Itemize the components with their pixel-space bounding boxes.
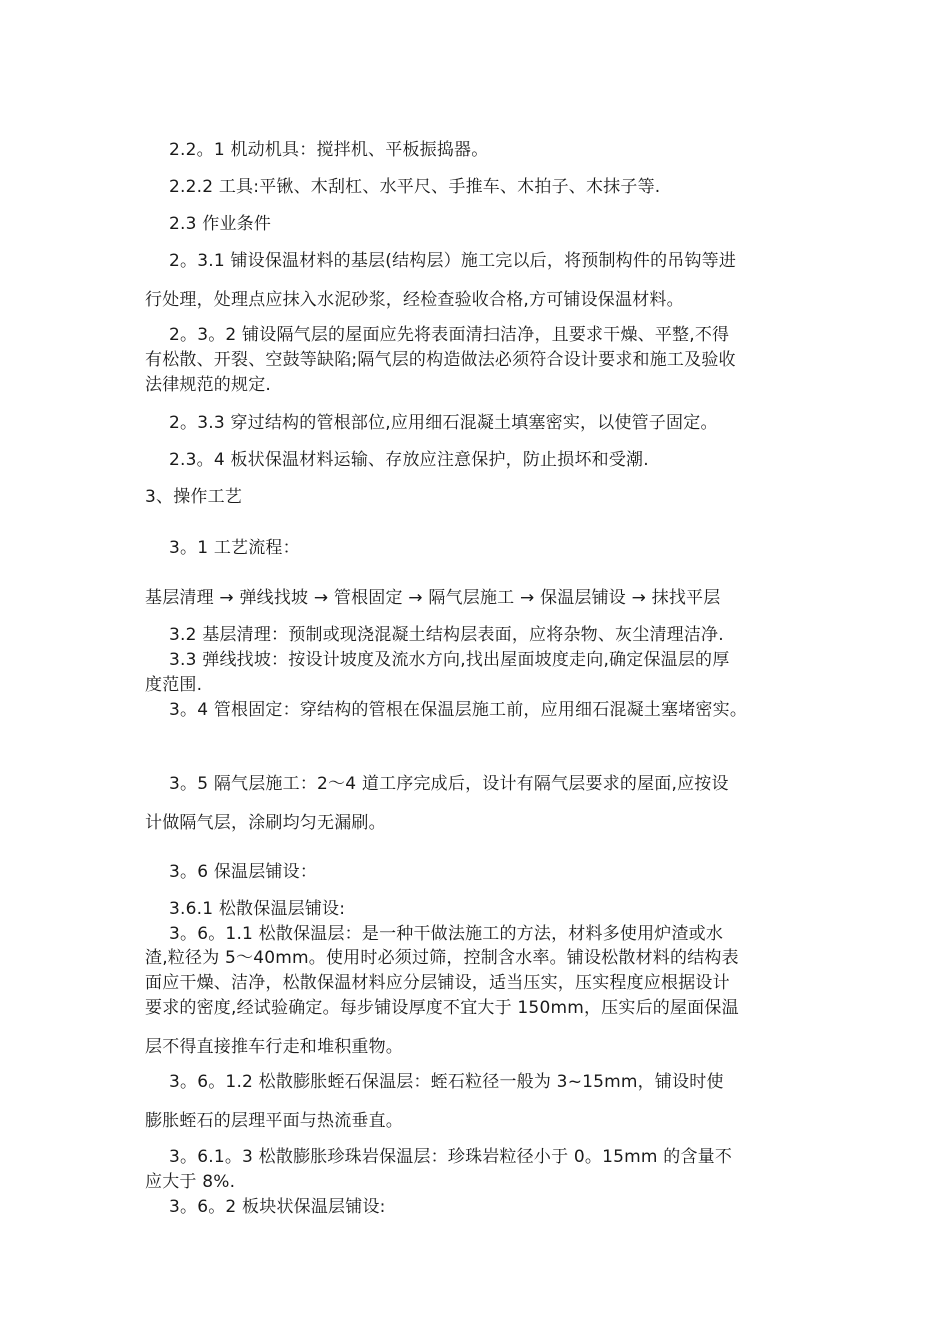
text-line: 法律规范的规定. — [145, 375, 272, 395]
text-line: 要求的密度,经试验确定。每步铺设厚度不宜大于 150mm，压实后的屋面保温 — [145, 998, 739, 1018]
section-heading: 2.3 作业条件 — [169, 214, 272, 234]
text-line: 有松散、开裂、空鼓等缺陷;隔气层的构造做法必须符合设计要求和施工及验收 — [145, 350, 736, 370]
text-line: 面应干燥、洁净，松散保温材料应分层铺设，适当压实，压实程度应根据设计 — [145, 973, 730, 993]
text-line: 渣,粒径为 5～40mm。使用时必须过筛，控制含水率。铺设松散材料的结构表 — [145, 948, 739, 968]
text-line: 3.6.1 松散保温层铺设: — [169, 899, 346, 919]
text-line: 3。1 工艺流程： — [169, 538, 300, 558]
text-line: 2。3.3 穿过结构的管根部位,应用细石混凝土填塞密实，以使管子固定。 — [169, 413, 718, 433]
text-line: 层不得直接推车行走和堆积重物。 — [145, 1037, 403, 1057]
text-line: 2。3。2 铺设隔气层的屋面应先将表面清扫洁净，且要求干燥、平整,不得 — [169, 325, 730, 345]
text-line: 3。6。2 板块状保温层铺设: — [169, 1197, 386, 1217]
text-line: 度范围. — [145, 675, 203, 695]
text-line: 行处理，处理点应抹入水泥砂浆，经检查验收合格,方可铺设保温材料。 — [145, 290, 684, 310]
text-line: 2。3.1 铺设保温材料的基层(结构层）施工完以后，将预制构件的吊钩等进 — [169, 251, 737, 271]
text-line: 2.2。1 机动机具：搅拌机、平板振捣器。 — [169, 140, 489, 160]
text-line: 3.2 基层清理：预制或现浇混凝土结构层表面，应将杂物、灰尘清理洁净. — [169, 625, 724, 645]
text-line: 3。6。1.2 松散膨胀蛭石保温层：蛭石粒径一般为 3~15mm，铺设时使 — [169, 1072, 724, 1092]
text-line: 3。5 隔气层施工：2～4 道工序完成后，设计有隔气层要求的屋面,应按设 — [169, 774, 729, 794]
text-line: 膨胀蛭石的层理平面与热流垂直。 — [145, 1111, 403, 1131]
text-line: 计做隔气层，涂刷均匀无漏刷。 — [145, 813, 386, 833]
text-line: 应大于 8%. — [145, 1172, 236, 1192]
text-line: 3。6.1。3 松散膨胀珍珠岩保温层：珍珠岩粒径小于 0。15mm 的含量不 — [169, 1147, 733, 1167]
text-line: 2.2.2 工具:平锹、木刮杠、水平尺、手推车、木拍子、木抹子等. — [169, 177, 661, 197]
section-heading: 3、操作工艺 — [145, 487, 243, 507]
text-line: 3.3 弹线找坡：按设计坡度及流水方向,找出屋面坡度走向,确定保温层的厚 — [169, 650, 730, 670]
text-line: 3。6 保温层铺设： — [169, 862, 318, 882]
process-flow: 基层清理 → 弹线找坡 → 管根固定 → 隔气层施工 → 保温层铺设 → 抹找平层 — [145, 588, 721, 608]
text-line: 2.3。4 板状保温材料运输、存放应注意保护，防止损坏和受潮. — [169, 450, 649, 470]
text-line: 3。4 管根固定：穿结构的管根在保温层施工前，应用细石混凝土塞堵密实。 — [169, 700, 748, 720]
text-line: 3。6。1.1 松散保温层：是一种干做法施工的方法，材料多使用炉渣或水 — [169, 924, 724, 944]
